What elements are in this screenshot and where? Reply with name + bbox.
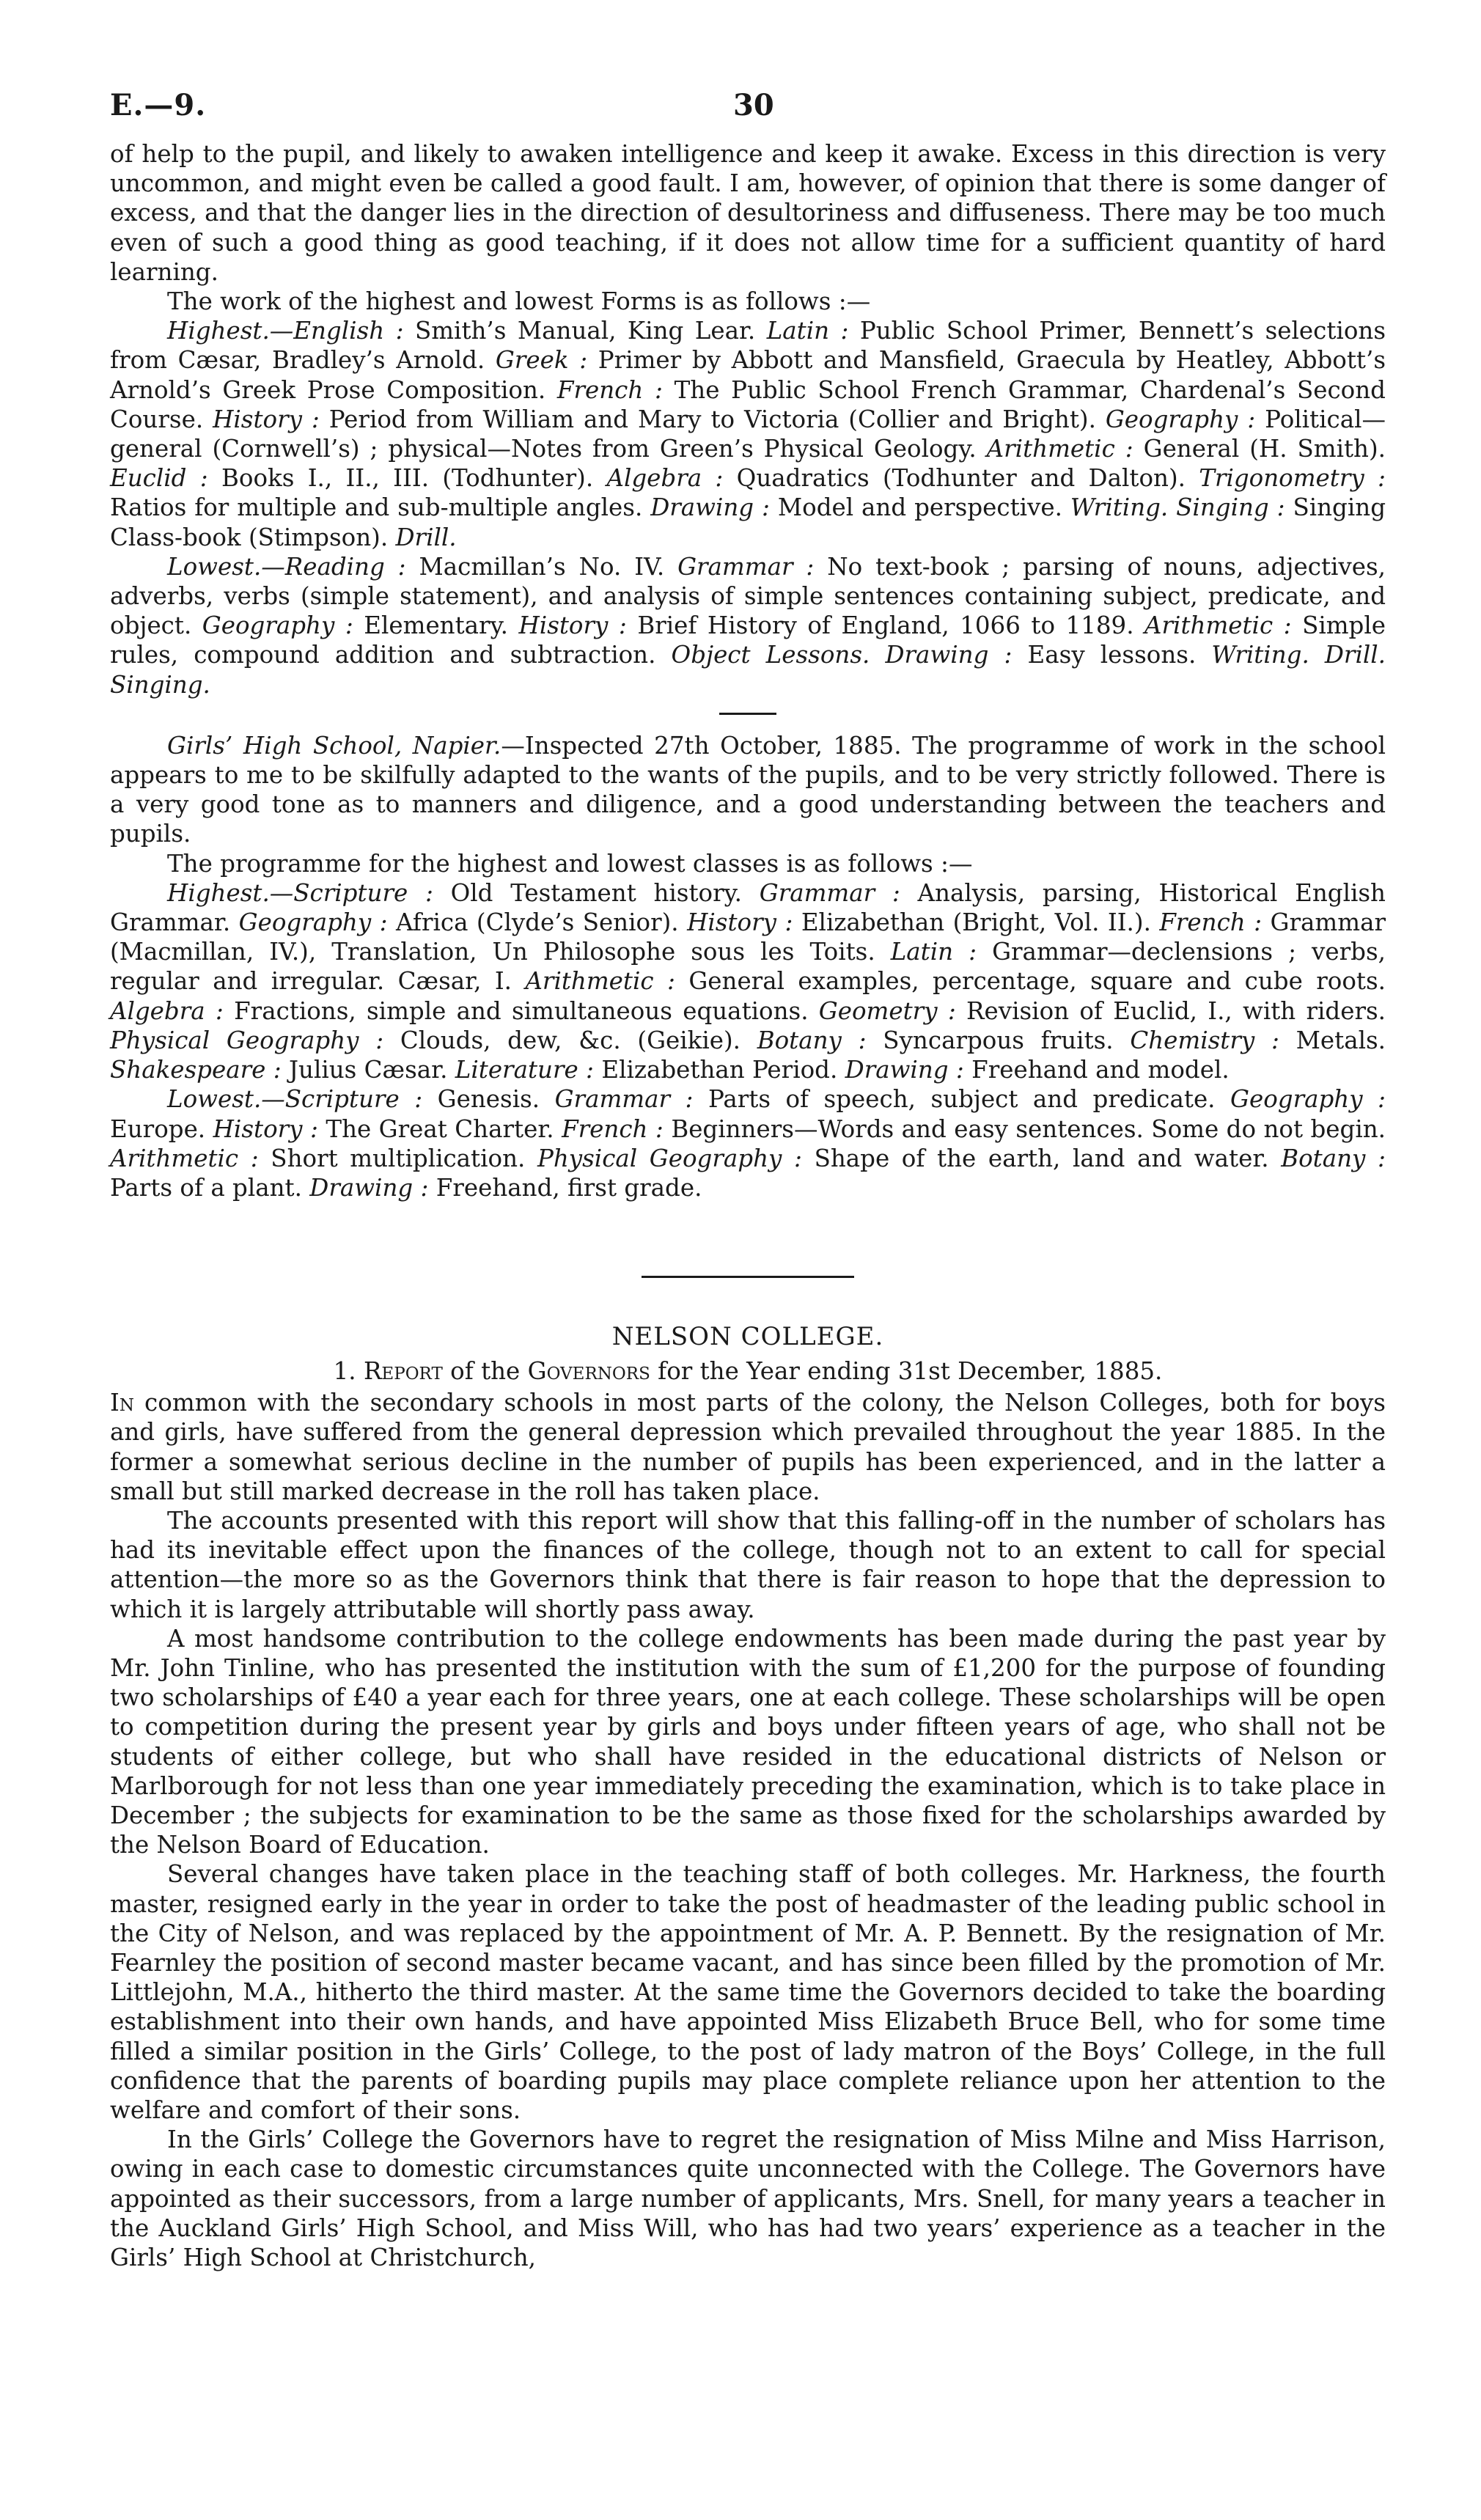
paragraph-girls-college: In the Girls’ College the Governors have to regret the resignation of Miss Milne and Miss Harrison, owing in each case to domestic circumstances quite unconnected with the College. The Governors have appointed as their successors, from a large number of applicants, Mrs. Snell, for many years a teacher in the Auckland Girls’ High School, and Miss Will, who has had two years’ experience as a teacher in the Girls’ High School at Christchurch, — [110, 2126, 1386, 2271]
section-divider-short — [719, 713, 776, 715]
paragraph-highest-form: Highest.—English : Smith’s Manual, King Lear. Latin : Public School Primer, Bennett’s selections from Cæsar, Bradley’s Arnold. Greek : Primer by Abbott and Mansfield, Graecula by Heatley, Abbott’s Arnold’s Greek Prose Composition. French : The Public School French Grammar, Chardenal’s Second Course. History : Period from William and Mary to Victoria (Collier and Bright). Geography : Political—general (Cornwell’s) ; physical—Notes from Green’s Physical Geology. Arithmetic : General (H. Smith). Euclid : Books I., II., III. (Todhunter). Algebra : Quadratics (Todhunter and Dalton). Trigonometry : Ratios for multiple and sub-multiple angles. Drawing : Model and perspective. Writing. Singing : Singing Class-book (Stimpson). Drill. — [110, 317, 1386, 551]
paragraph-classes: The programme for the highest and lowest classes is as follows :— — [167, 849, 973, 878]
paragraph-intro: of help to the pupil, and likely to awaken intelligence and keep it awake. Excess in this direction is very uncommon, and might even be called a good fault. I am, however, of opinion that there is some danger of excess, and that the danger lies in the direction of desultoriness and diffuseness. There may be too much even of such a good thing as good teaching, if it does not allow time for a sufficient quantity of hard learning. — [110, 140, 1386, 286]
paragraph-depression: In common with the secondary schools in most parts of the colony, the Nelson Colleges, both for boys and girls, have suffered from the general depression which prevailed throughout the year 1885. In the former a somewhat serious decline in the number of pupils has been experienced, and in the latter a small but still marked decrease in the roll has taken place. — [110, 1389, 1386, 1505]
report-heading: 1. Report of the Governors for the Year ending 31st December, 1885. — [333, 1357, 1163, 1386]
paragraph-endowment: A most handsome contribution to the college endowments has been made during the past year by Mr. John Tinline, who has presented the institution with the sum of £1,200 for the purpose of founding two scholarships of £40 a year each for three years, one at each college. These scholarships will be open to competition during the present year by girls and boys under fifteen years of age, who shall not be students of either college, but who shall have resided in the educational districts of Nelson or Marlborough for not less than one year immediately preceding the examination, which is to take place in December ; the subjects for examination to be the same as those fixed for the scholarships awarded by the Nelson Board of Education. — [110, 1624, 1386, 1859]
paragraph-highest-class: Highest.—Scripture : Old Testament history. Grammar : Analysis, parsing, Historical English Grammar. Geography : Africa (Clyde’s Senior). History : Elizabethan (Bright, Vol. II.). French : Grammar (Macmillan, IV.), Translation, Un Philosophe sous les Toits. Latin : Grammar—declensions ; verbs, regular and irregular. Cæsar, I. Arithmetic : General examples, percentage, square and cube roots. Algebra : Fractions, simple and simultaneous equations. Geometry : Revision of Euclid, I., with riders. Physical Geography : Clouds, dew, &c. (Geikie). Botany : Syncarpous fruits. Chemistry : Metals. Shakespeare : Julius Cæsar. Literature : Elizabethan Period. Drawing : Freehand and model. — [110, 878, 1386, 1084]
section-title: NELSON COLLEGE. — [611, 1322, 884, 1352]
page-header — [110, 88, 1386, 139]
paragraph-lowest-class: Lowest.—Scripture : Genesis. Grammar : Parts of speech, subject and predicate. Geography : Europe. History : The Great Charter. French : Beginners—Words and easy sentences. Some do not begin. Arithmetic : Short multiplication. Physical Geography : Shape of the earth, land and water. Botany : Parts of a plant. Drawing : Freehand, first grade. — [110, 1085, 1386, 1202]
paragraph-napier-intro: Girls’ High School, Napier.—Inspected 27th October, 1885. The programme of work in the school appears to me to be skilfully adapted to the wants of the pupils, and to be very strictly followed. There is a very good tone as to manners and diligence, and a good understanding between the teachers and pupils. — [110, 731, 1386, 848]
paragraph-accounts: The accounts presented with this report will show that this falling-off in the number of scholars has had its inevitable effect upon the finances of the college, though not to an extent to call for special attention—the more so as the Governors think that there is fair reason to hope that the depression to which it is largely attributable will shortly pass away. — [110, 1506, 1386, 1623]
paragraph-lowest-form: Lowest.—Reading : Macmillan’s No. IV. Grammar : No text-book ; parsing of nouns, adjectives, adverbs, verbs (simple statement), and analysis of simple sentences containing subject, predicate, and object. Geography : Elementary. History : Brief History of England, 1066 to 1189. Arithmetic : Simple rules, compound addition and subtraction. Object Lessons. Drawing : Easy lessons. Writing. Drill. Singing. — [110, 552, 1386, 699]
document-page — [110, 88, 1386, 2272]
report-reference: E.—9. — [110, 88, 207, 122]
page-number: 30 — [733, 88, 774, 122]
paragraph-staff-changes: Several changes have taken place in the teaching staff of both colleges. Mr. Harkness, the fourth master, resigned early in the year in order to take the post of headmaster of the leading public school in the City of Nelson, and was replaced by the appointment of Mr. A. P. Bennett. By the resignation of Mr. Fearnley the position of second master became vacant, and has since been filled by the promotion of Mr. Littlejohn, M.A., hitherto the third master. At the same time the Governors decided to take the boarding establishment into their own hands, and have appointed Miss Elizabeth Bruce Bell, who for some time filled a similar position in the Girls’ College, to the post of lady matron of the Boys’ College, in the full confidence that the parents of boarding pupils may place complete reliance upon her attention to the welfare and comfort of their sons. — [110, 1860, 1386, 2124]
section-divider-long — [642, 1276, 854, 1278]
paragraph-forms: The work of the highest and lowest Forms is as follows :— — [167, 287, 871, 316]
